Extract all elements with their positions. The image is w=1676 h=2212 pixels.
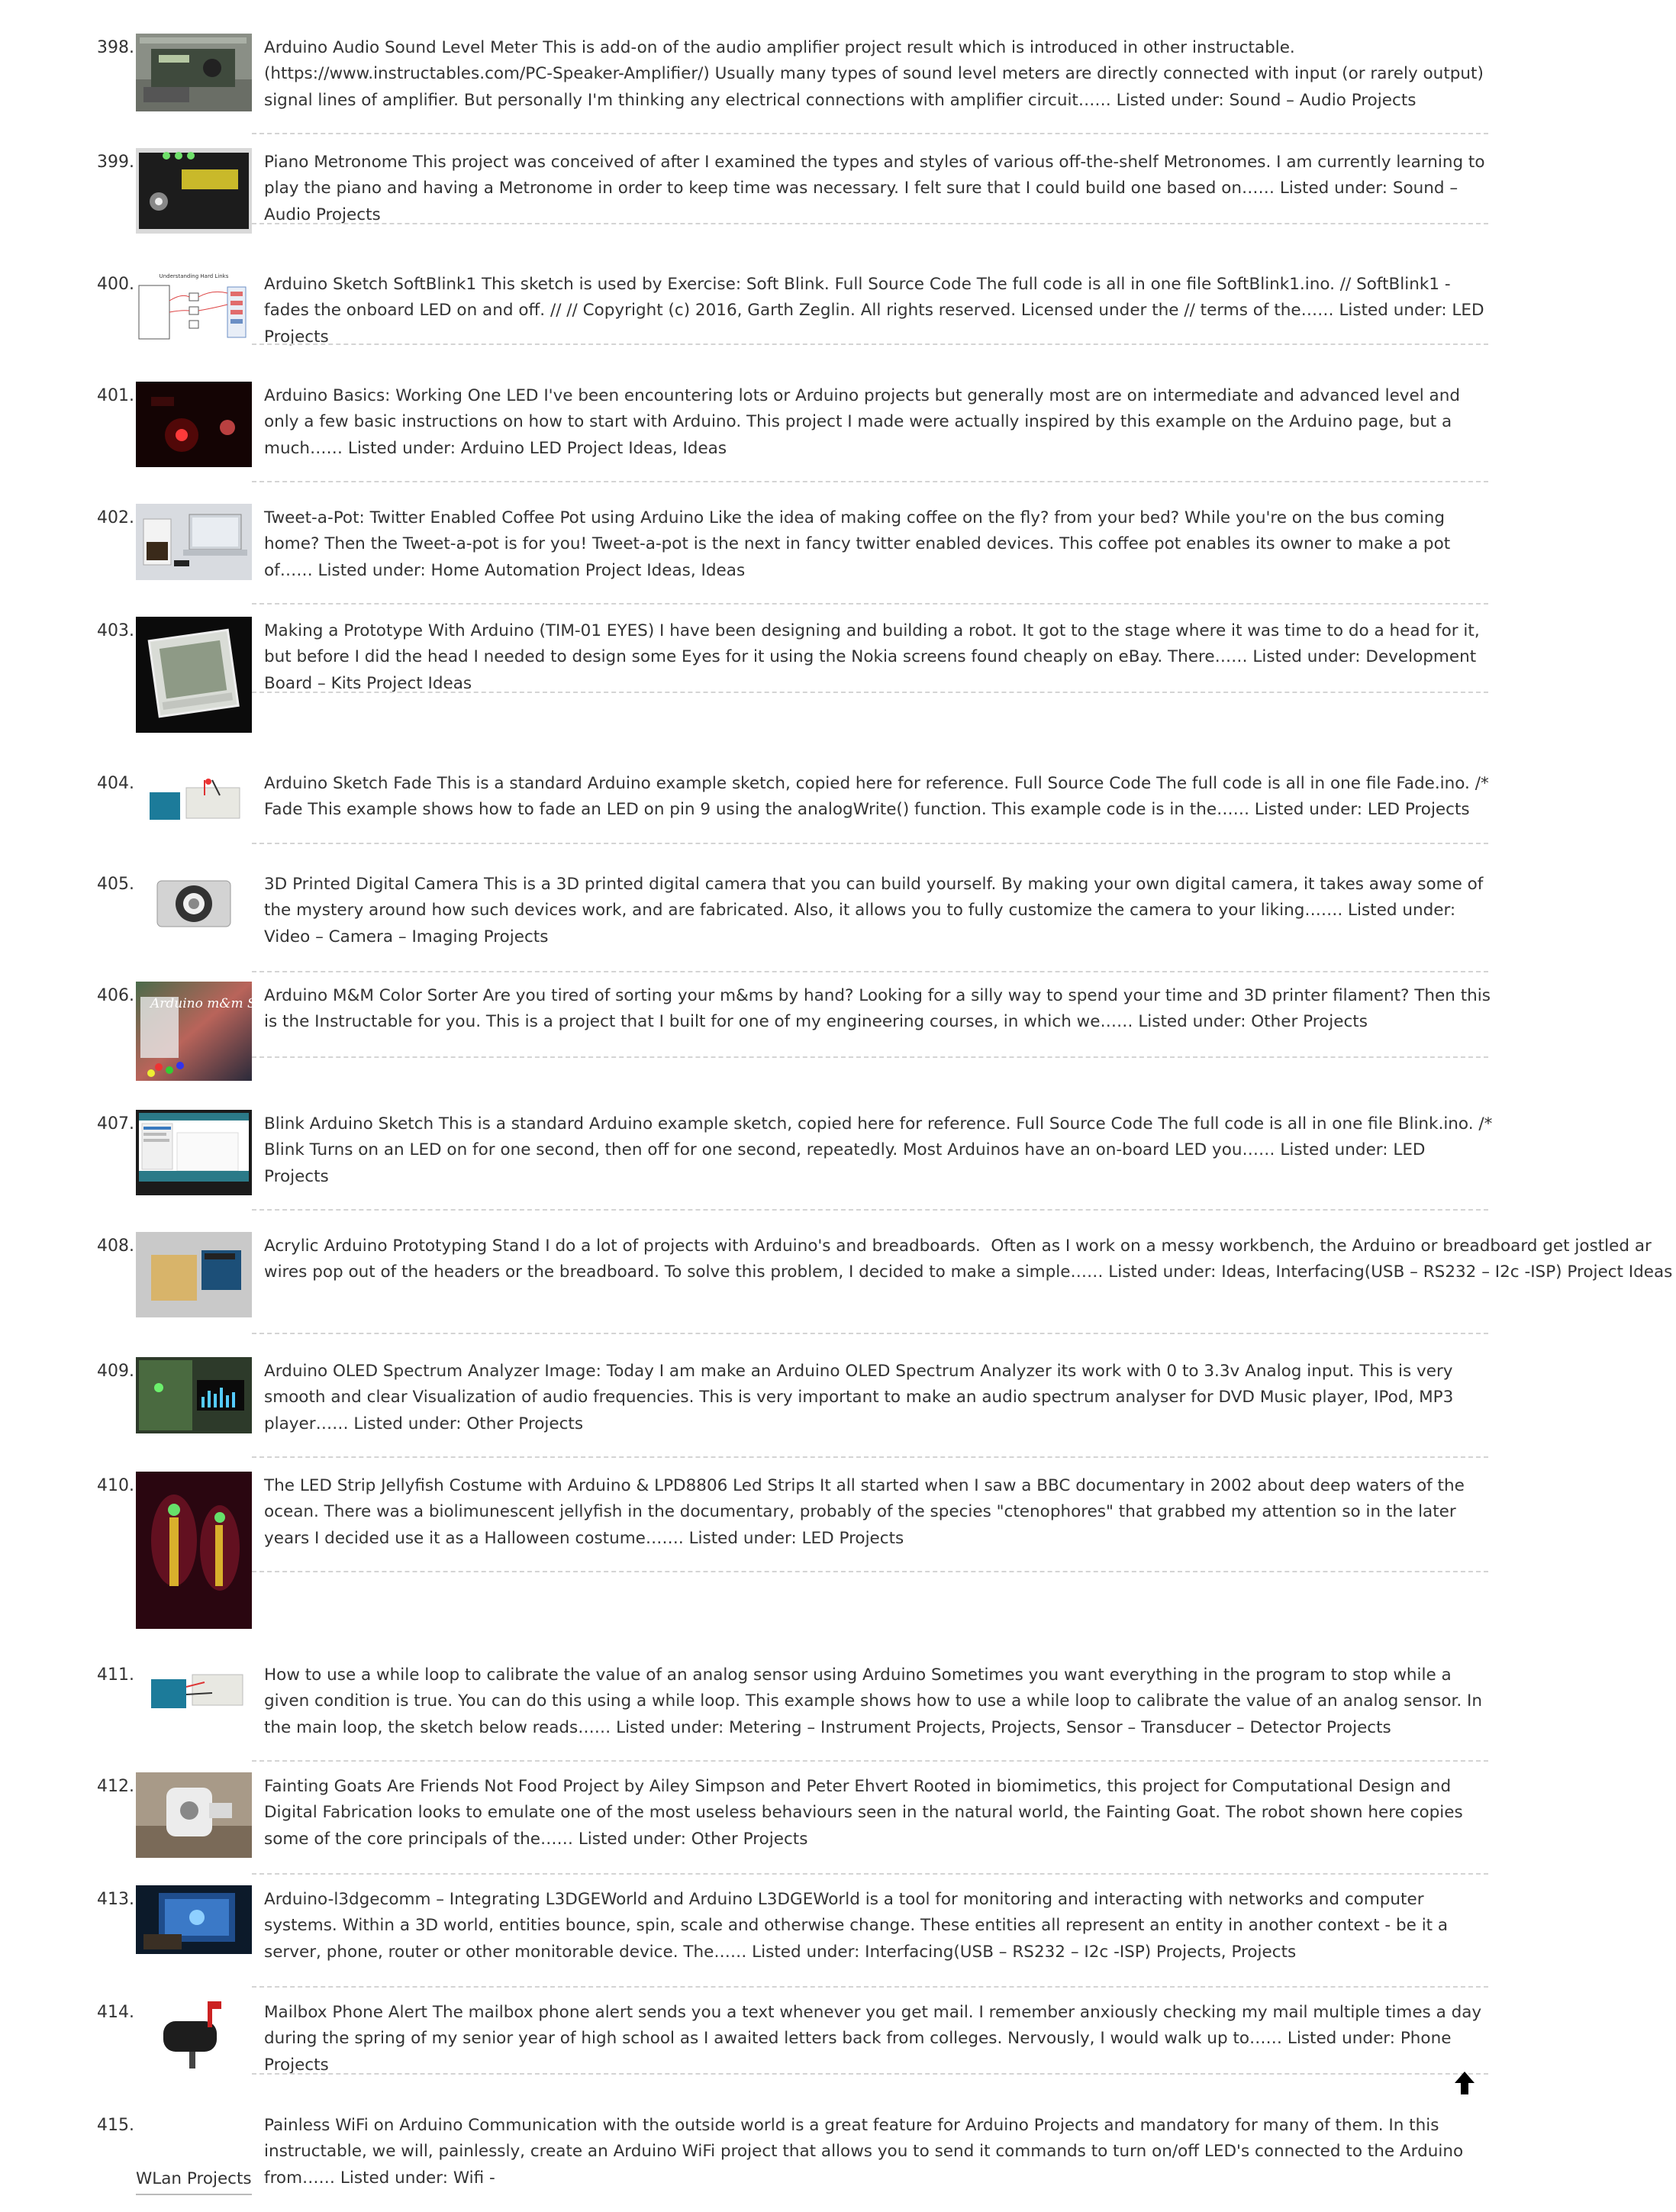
thumbnail-caption: Understanding Hard Links xyxy=(159,273,229,279)
item-number: 405. xyxy=(97,875,134,894)
separator xyxy=(252,481,1488,482)
item-number: 412. xyxy=(97,1777,134,1796)
separator xyxy=(252,603,1488,605)
item-description[interactable]: Painless WiFi on Arduino Communication with the outside world is a great feature for Arduino Projects and mandatory for many of them. In this instructable, we will, painlessly, create an Arduino WiFi project that allows you to send it commands to turn on/off LED's connected to the Arduino from…… Listed under: Wifi - xyxy=(264,2116,1464,2188)
item-description[interactable]: Making a Prototype With Arduino (TIM-01 EYES) I have been designing and building a robot. It got to the stage where it was time to do a head for it, but before I did the head I needed to design some Eyes for it using the Nokia screens found cheaply on eBay. There…… Listed under: Development Board – Kits Project Ideas xyxy=(264,621,1480,693)
goat-robot-thumbnail[interactable] xyxy=(136,1772,252,1858)
mailbox-thumbnail[interactable] xyxy=(136,1998,252,2070)
item-description[interactable]: Arduino Sketch Fade This is a standard Arduino example sketch, copied here for reference. Full Source Code The full code is all in one file Fade.ino. /* Fade This example shows how to fade an LED on pin 9 using the analogWrite() function. This example code is in the…… Listed under: LED Projects xyxy=(264,774,1489,820)
item-description[interactable]: Arduino-l3dgecomm – Integrating L3DGEWorld and Arduino L3DGEWorld is a tool for monitoring and interacting with networks and computer systems. Within a 3D world, entities bounce, spin, scale and otherwise change. These entities all represent an entity in another context - be it a server, phone, router or other monitorable device. The…… Listed under: Interfacing(USB – RS232 – I2c -ISP) Projects, Projects xyxy=(264,1890,1449,1962)
separator xyxy=(136,2194,252,2195)
breadboard-thumbnail[interactable] xyxy=(136,772,252,826)
item-description[interactable]: Arduino Sketch SoftBlink1 This sketch is used by Exercise: Soft Blink. Full Source Code The full code is all in one file SoftBlink1.ino. // SoftBlink1 - fades the onboard LED on and off. // // Copyright (c) 2016, Garth Zeglin. All rights reserved. Licensed under the // terms of the…… Listed under: LED Projects xyxy=(264,275,1484,347)
item-number: 414. xyxy=(97,2003,134,2022)
spectrum-analyzer-thumbnail[interactable] xyxy=(136,1357,252,1433)
item-number: 399. xyxy=(97,153,134,172)
prototyping-stand-thumbnail[interactable] xyxy=(136,1232,252,1317)
nokia-screen-thumbnail[interactable] xyxy=(136,617,252,733)
item-description[interactable]: Arduino OLED Spectrum Analyzer Image: Today I am make an Arduino OLED Spectrum Analyzer its work with 0 to 3.3v Analog input. This is very smooth and clear Visualization of audio frequencies. This is very important to make an audio spectrum analyser for DVD Music player, IPod, MP3 player…… Listed under: Other Projects xyxy=(264,1362,1454,1433)
sound-meter-thumbnail[interactable] xyxy=(136,34,252,111)
item-description[interactable]: Blink Arduino Sketch This is a standard Arduino example sketch, copied here for reference. Full Source Code The full code is all in one file Blink.ino. /* Blink Turns on an LED on for one second, then off for one second, repeatedly. Most Arduinos have an on-board LED you…… Listed under: LED Projects xyxy=(264,1114,1493,1186)
item-number: 402. xyxy=(97,508,134,527)
item-number: 408. xyxy=(97,1237,134,1256)
separator xyxy=(252,223,1488,224)
item-description[interactable]: Arduino M&M Color Sorter Are you tired of sorting your m&ms by hand? Looking for a silly way to spend your time and 3D printer filament? Then this is the Instructable for you. This is a project that I built for one of my engineering courses, in which we…… Listed under: Other Projects xyxy=(264,986,1491,1032)
l3dgeworld-thumbnail[interactable] xyxy=(136,1885,252,1954)
item-description[interactable]: How to use a while loop to calibrate the value of an analog sensor using Arduino Sometimes you want everything in the program to stop while a given condition is true. You can do this using a while loop. This example shows how to use a while loop to calibrate the value of an analog sensor. In the main loop, the sketch below reads…… Listed under: Metering – Instrument Projects, Projects, Sensor – Transducer – Detector Projects xyxy=(264,1665,1482,1737)
item-description[interactable]: 3D Printed Digital Camera This is a 3D printed digital camera that you can build yourself. By making your own digital camera, it takes away some of the mystery around how such devices work, and are fabricated. Also, it allows you to fully customize the camera to your liking……. Listed under: Video – Camera – Imaging Projects xyxy=(264,875,1484,946)
coffee-pot-thumbnail[interactable] xyxy=(136,504,252,580)
item-number: 406. xyxy=(97,986,134,1005)
thumbnail-caption: Arduino m&m Sorter xyxy=(150,996,290,1011)
item-number: 407. xyxy=(97,1114,134,1133)
item-number: 400. xyxy=(97,275,134,294)
separator xyxy=(252,843,1488,844)
item-description-tail[interactable]: WLan Projects xyxy=(136,2169,252,2188)
separator xyxy=(252,971,1488,972)
separator xyxy=(252,1571,1488,1572)
item-number: 413. xyxy=(97,1890,134,1909)
item-number: 415. xyxy=(97,2116,134,2135)
item-number: 398. xyxy=(97,38,134,57)
diagram-thumbnail[interactable] xyxy=(136,270,252,347)
item-description[interactable]: Tweet-a-Pot: Twitter Enabled Coffee Pot using Arduino Like the idea of making coffee on the fly? from your bed? While you're on the bus coming home? Then the Tweet-a-pot is for you! Tweet-a-pot is the next in fancy twitter enabled devices. This coffee pot enables its owner to make a pot of…… Listed under: Home Automation Project Ideas, Ideas xyxy=(264,508,1451,580)
arrow-up-icon[interactable] xyxy=(1453,2070,1476,2096)
item-description[interactable]: Piano Metronome This project was conceived of after I examined the types and styles of various off-the-shelf Metronomes. I am currently learning to play the piano and having a Metronome in order to keep time was necessary. I felt sure that I could build one based on…… Listed under: Sound – Audio Projects xyxy=(264,153,1485,224)
camera-thumbnail[interactable] xyxy=(136,873,252,934)
separator xyxy=(252,343,1488,345)
item-number: 409. xyxy=(97,1362,134,1381)
item-description[interactable]: Acrylic Arduino Prototyping Stand I do a lot of projects with Arduino's and breadboards. Often as I work on a messy workbench, the Arduino or breadboard get jostled ar wires pop out of the headers or the breadboard. To solve this problem, I decided to make a simple…… Listed under: Ideas, Interfacing(USB – RS232 – I2c -ISP) Project Ideas xyxy=(264,1237,1673,1282)
separator xyxy=(252,2073,1488,2075)
separator xyxy=(252,133,1488,134)
sensor-circuit-thumbnail[interactable] xyxy=(136,1664,252,1713)
item-number: 410. xyxy=(97,1476,134,1495)
item-number: 401. xyxy=(97,386,134,405)
item-description[interactable]: Fainting Goats Are Friends Not Food Project by Ailey Simpson and Peter Ehvert Rooted in biomimetics, this project for Computational Design and Digital Fabrication looks to emulate one of the most useless behaviours seen in the natural world, the Fainting Goat. The robot shown here copies some of the core principals of the…… Listed under: Other Projects xyxy=(264,1777,1463,1849)
separator xyxy=(252,1056,1488,1058)
item-number: 411. xyxy=(97,1665,134,1685)
item-number: 404. xyxy=(97,774,134,793)
metronome-thumbnail[interactable] xyxy=(136,148,252,234)
item-description[interactable]: Arduino Basics: Working One LED I've been encountering lots or Arduino projects but generally most are on intermediate and advanced level and only a few basic instructions on how to start with Arduino. This project I made were actually inspired by this example on the Arduino page, but a much…… Listed under: Arduino LED Project Ideas, Ideas xyxy=(264,386,1461,458)
color-sorter-thumbnail[interactable] xyxy=(136,982,290,1081)
separator xyxy=(252,1456,1488,1458)
item-number: 403. xyxy=(97,621,134,640)
jellyfish-costume-thumbnail[interactable] xyxy=(136,1472,252,1629)
item-description[interactable]: Arduino Audio Sound Level Meter This is add-on of the audio amplifier project result which is introduced in other instructable. (https://www.instructables.com/PC-Speaker-Amplifier/) Usually many types of sound level meters are directly connected with input (or rarely output) signal lines of amplifier. But personally I'm thinking any electrical connections with amplifier circuit…… Listed under: Sound – Audio Projects xyxy=(264,38,1484,110)
separator xyxy=(252,1760,1488,1762)
ide-screenshot-thumbnail[interactable] xyxy=(136,1110,252,1195)
led-thumbnail[interactable] xyxy=(136,382,252,467)
separator xyxy=(252,1333,1488,1334)
separator xyxy=(252,1873,1488,1875)
separator xyxy=(252,692,1488,693)
separator xyxy=(252,1209,1488,1211)
item-description[interactable]: Mailbox Phone Alert The mailbox phone alert sends you a text whenever you get mail. I remember anxiously checking my mail multiple times a day during the spring of my senior year of high school as I awaited letters back from colleges. Nervously, I would walk up to…… Listed under: Phone Projects xyxy=(264,2003,1482,2075)
item-description[interactable]: The LED Strip Jellyfish Costume with Arduino & LPD8806 Led Strips It all started when I saw a BBC documentary in 2002 about deep waters of the ocean. There was a biolimunescent jellyfish in the documentary, probably of the species "ctenophores" that grabbed my attention so in the later years I decided use it as a Halloween costume……. Listed under: LED Projects xyxy=(264,1476,1465,1548)
separator xyxy=(252,1986,1488,1988)
